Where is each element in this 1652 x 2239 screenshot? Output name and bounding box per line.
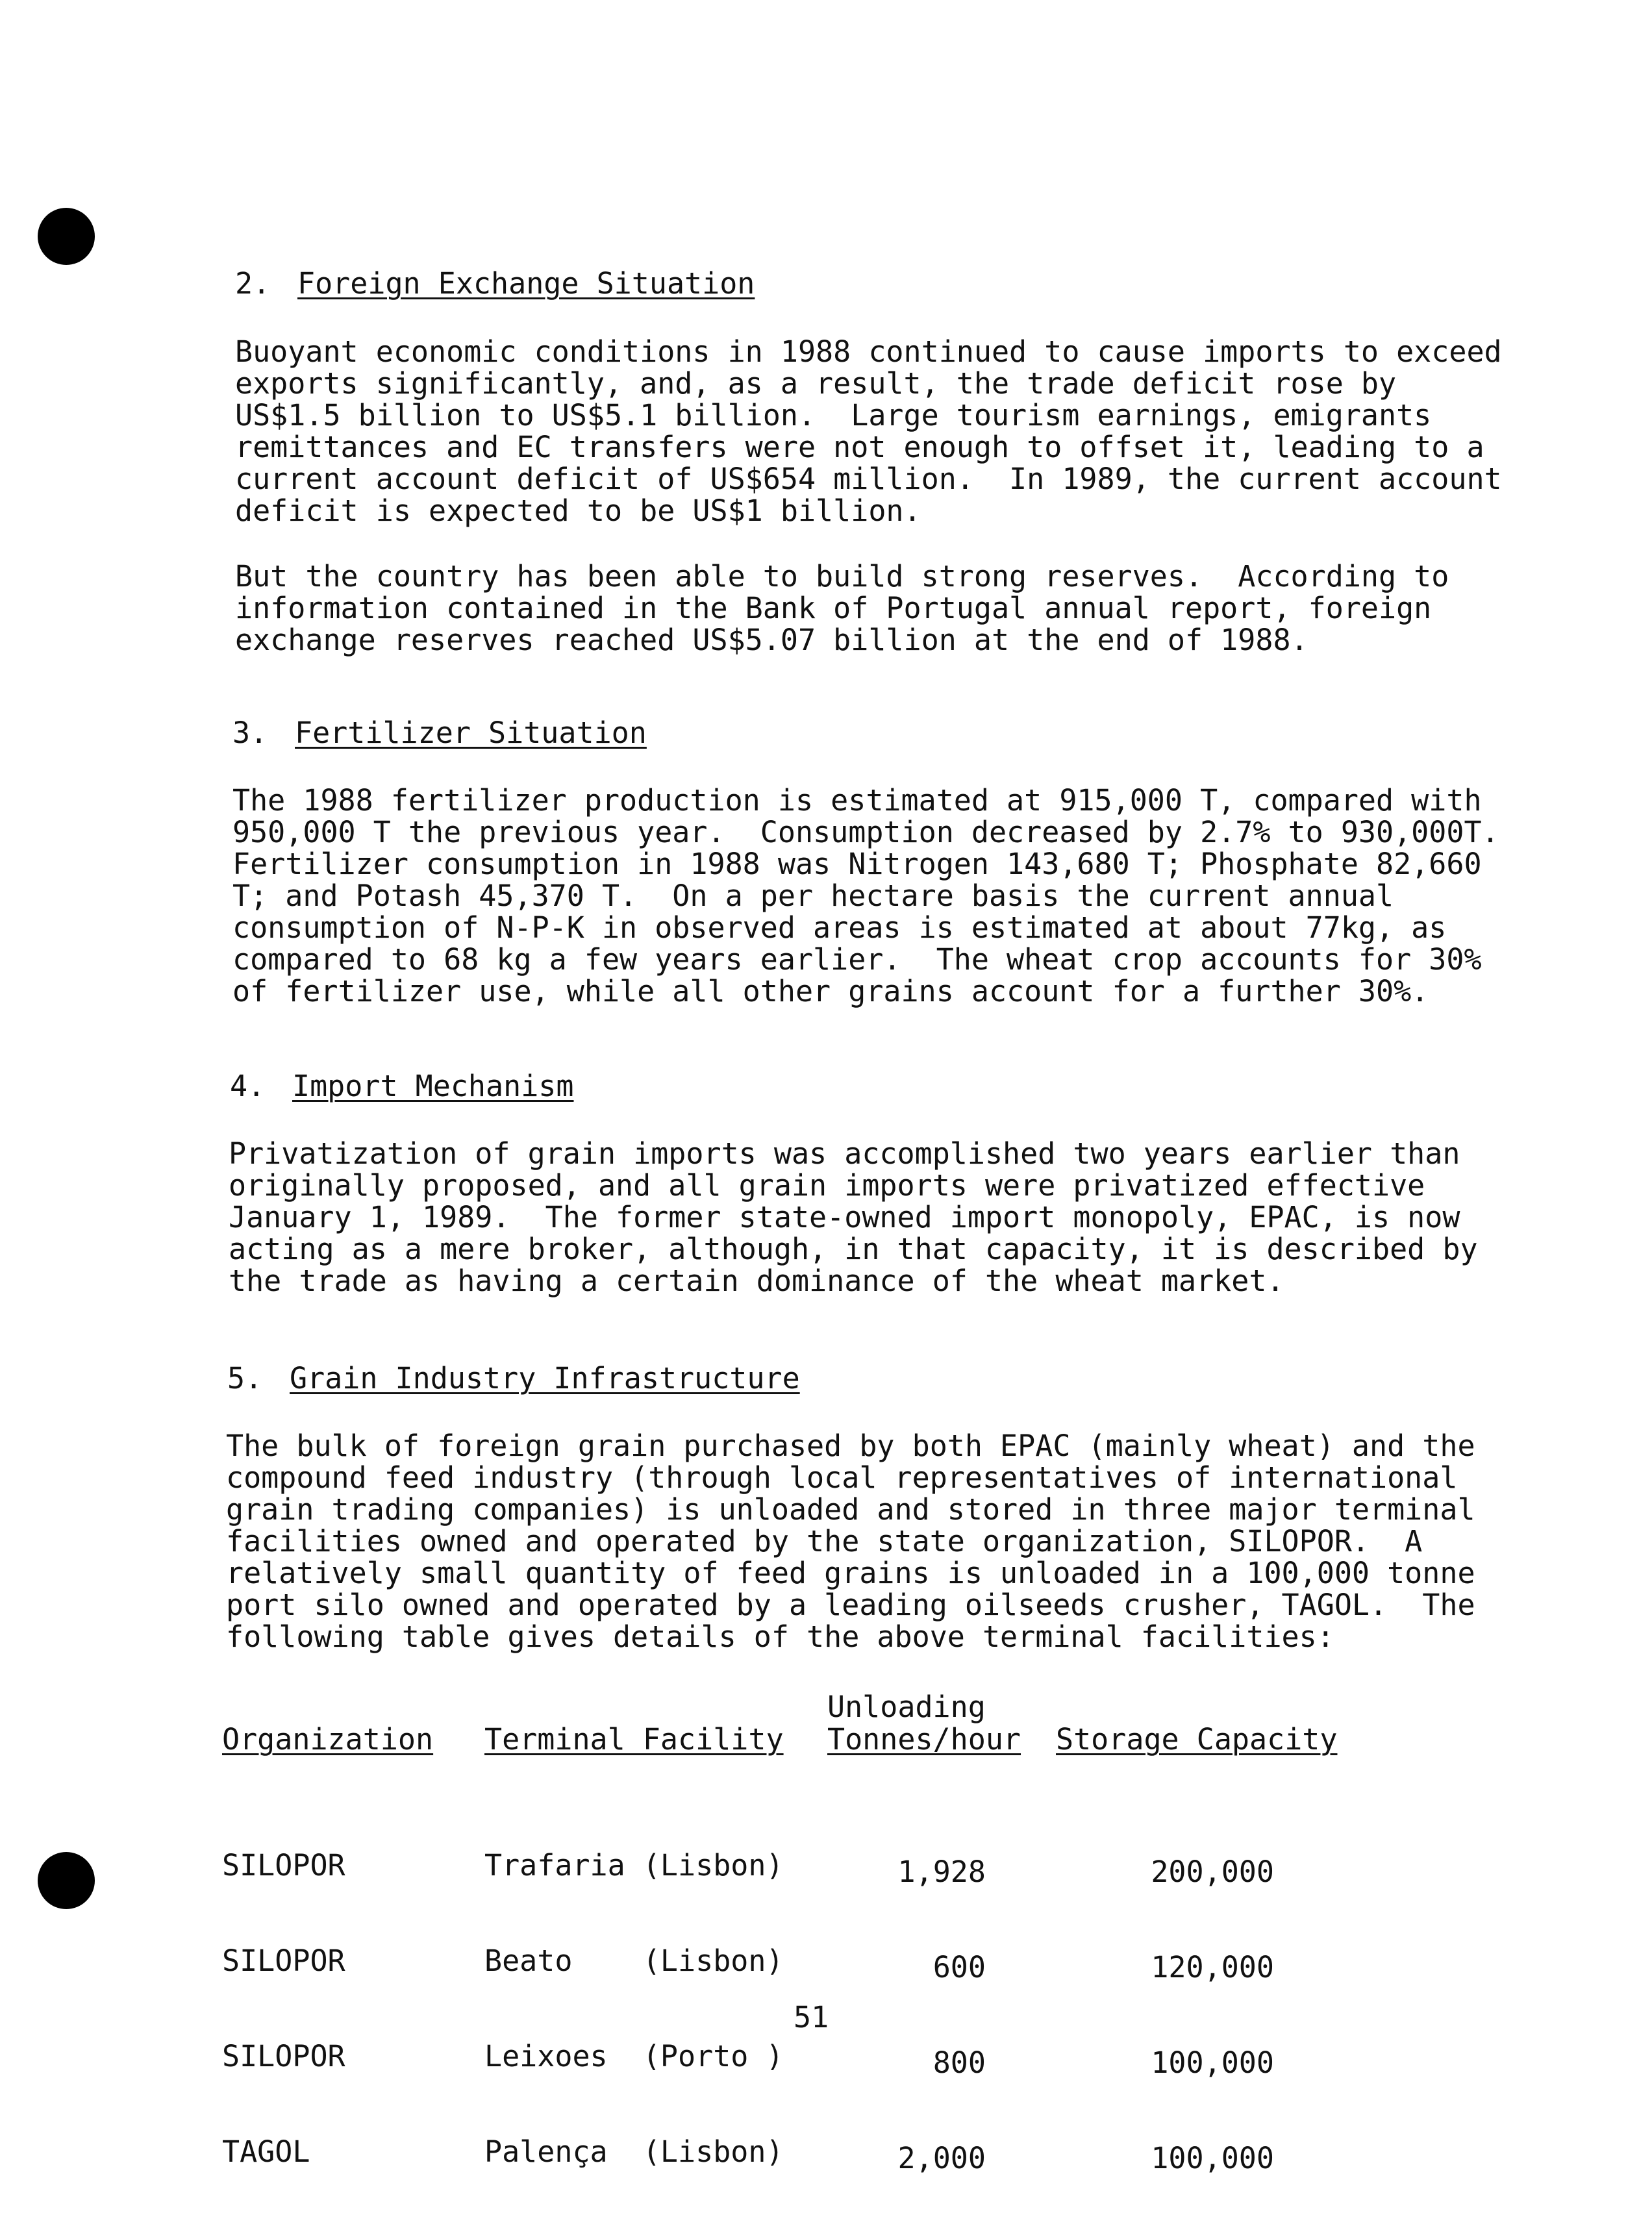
header-unloading-top: Unloading <box>827 1690 986 1724</box>
punch-hole <box>38 1852 95 1909</box>
section-title: Grain Industry Infrastructure <box>290 1361 800 1395</box>
cell-organization: TAGOL <box>222 2134 310 2169</box>
cell-storage: 100,000 <box>1151 2141 1274 2175</box>
table-column-unloading <box>845 1792 986 2238</box>
cell-storage: 120,000 <box>1151 1950 1274 1984</box>
paragraph: Buoyant economic conditions in 1988 continued to cause imports to exceed exports significantly, and, as a result, the trade deficit rose by US$1.5 billion to US$5.1 billion. Large tourism earnings, emigrants remittances and EC transfers were not enough to offset it, leading to a current account deficit of US$654 million. In 1989, the current account deficit is expected to be US$1 billion. <box>235 334 1502 528</box>
section-title: Foreign Exchange Situation <box>297 266 755 301</box>
header-organization: Organization <box>222 1722 434 1757</box>
section-number: 5. <box>227 1361 263 1395</box>
section-number: 2. <box>235 266 271 301</box>
paragraph: The 1988 fertilizer production is estimated at 915,000 T, compared with 950,000 T the previous year. Consumption decreased by 2.7% to 930,000T. Fertilizer consumption in 1988 was Nitrogen 143,680 T; Phosphate 82,660 T; and Potash 45,370 T. On a per hectare basis the current annual consumption of N-P-K in observed areas is estimated at about 77kg, as compared to 68 kg a few years earlier. The wheat crop accounts for 30% of fertilizer use, while all other grains account for a further 30%. <box>232 783 1499 1008</box>
section-heading-grain-infrastructure <box>227 1362 800 1395</box>
page-number: 51 <box>794 2000 829 2034</box>
cell-organization: SILOPOR <box>222 1944 345 1978</box>
cell-organization: SILOPOR <box>222 1848 345 1883</box>
section-title: Import Mechanism <box>292 1069 574 1103</box>
section-heading-fertilizer <box>232 717 647 749</box>
table-column-terminal <box>484 1786 784 2231</box>
header-storage-capacity: Storage Capacity <box>1056 1722 1338 1757</box>
table-row <box>222 1786 345 2231</box>
cell-terminal: Leixoes (Porto ) <box>484 2039 784 2073</box>
section-number: 3. <box>232 716 268 750</box>
cell-storage: 100,000 <box>1151 2045 1274 2080</box>
cell-terminal: Palença (Lisbon) <box>484 2134 784 2169</box>
cell-terminal: Beato (Lisbon) <box>484 1944 784 1978</box>
section-heading-import-mechanism <box>230 1070 573 1103</box>
header-terminal-facility: Terminal Facility <box>484 1722 784 1757</box>
paragraph: But the country has been able to build strong reserves. According to information contained in the Bank of Portugal annual report, foreign exchange reserves reached US$5.07 billion at the end of 1988. <box>235 559 1449 657</box>
cell-terminal: Trafaria (Lisbon) <box>484 1848 784 1883</box>
cell-storage: 200,000 <box>1151 1855 1274 1889</box>
section-title: Fertilizer Situation <box>295 716 647 750</box>
table-column-storage <box>1112 1792 1274 2238</box>
header-unloading: Tonnes/hour <box>827 1722 1021 1757</box>
punch-hole <box>38 208 95 265</box>
cell-unloading: 2,000 <box>897 2141 986 2175</box>
cell-unloading: 800 <box>932 2045 986 2080</box>
cell-unloading: 600 <box>932 1950 986 1984</box>
section-heading-foreign-exchange <box>235 268 755 300</box>
paragraph: The bulk of foreign grain purchased by both EPAC (mainly wheat) and the compound feed industry (through local representatives of international grain trading companies) is unloaded and stored in three major terminal facilities owned and operated by the state organization, SILOPOR. A relatively small quantity of feed grains is unloaded in a 100,000 tonne port silo owned and operated by a leading oilseeds crusher, TAGOL. The following table gives details of the above terminal facilities: <box>226 1429 1475 1654</box>
cell-unloading: 1,928 <box>897 1855 986 1889</box>
paragraph: Privatization of grain imports was accomplished two years earlier than originally proposed, and all grain imports were privatized effective January 1, 1989. The former state-owned import monopoly, EPAC, is now acting as a mere broker, although, in that capacity, it is described by the trade as having a certain dominance of the wheat market. <box>229 1136 1478 1298</box>
section-number: 4. <box>230 1069 266 1103</box>
cell-organization: SILOPOR <box>222 2039 345 2073</box>
